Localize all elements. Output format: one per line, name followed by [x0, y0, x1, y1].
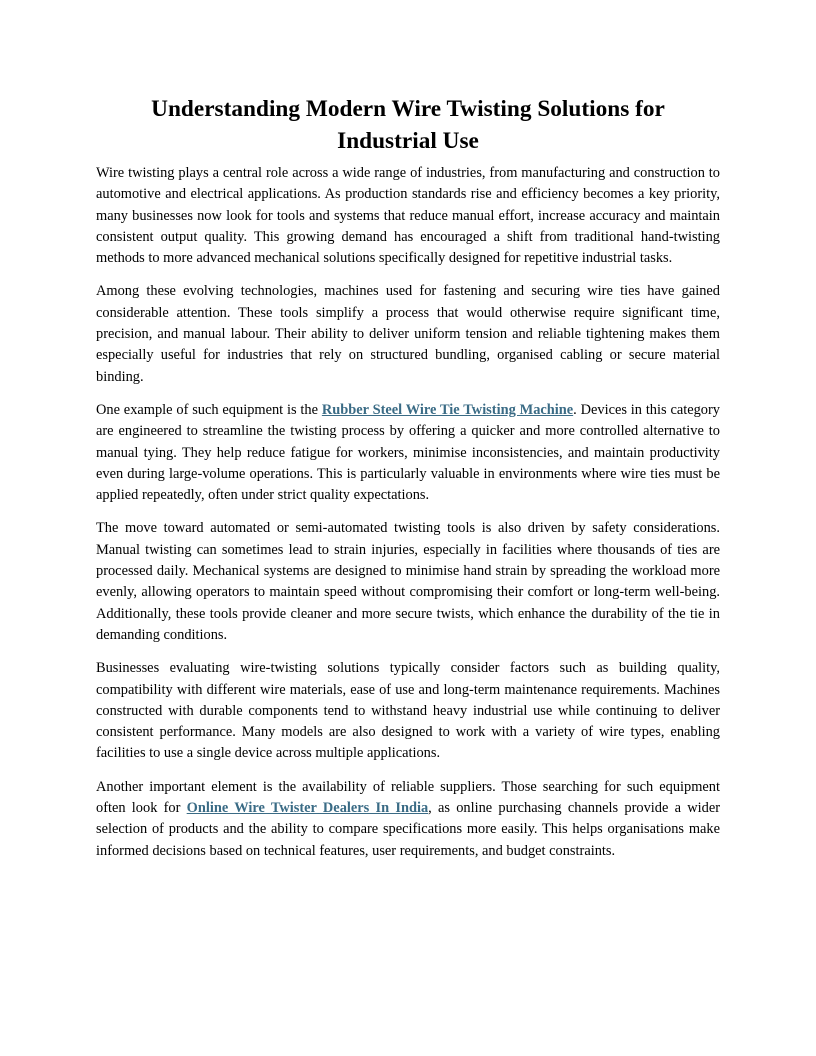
paragraph-example-rest: . Devices in this category are engineered to streamline the twisting process by offering a quicker and more controlled alternative to manual tying. They help reduce fatigue for workers, minimise inconsistencies, and maintain productivity even during large-volume operations. This is particularly valuable in environments where wire ties must be applied repeatedly, often under strict quality expectations. [96, 401, 720, 504]
rubber-steel-wire-tie-machine-link[interactable]: Rubber Steel Wire Tie Twisting Machine [321, 401, 574, 418]
paragraph-example-lead: One example of such equipment is the [96, 401, 322, 418]
paragraph-safety: The move toward automated or semi-automated twisting tools is also driven by safety considerations. Manual twisting can sometimes lead to strain injuries, especially in facilities where thousands of ties are processed daily. Mechanical systems are designed to minimise hand strain by spreading the workload more evenly, allowing operators to maintain speed without compromising their comfort or long-term well-being. Additionally, these tools provide cleaner and more secure twists, which enhance the durability of the tie in demanding conditions. [96, 520, 720, 643]
online-wire-twister-dealers-link[interactable]: Online Wire Twister Dealers In India [186, 800, 429, 817]
paragraph-suppliers-rest: , as online purchasing channels provide a wider selection of products and the ability to compare specifications more easily. This helps organisations make informed decisions based on technical features, user requirements, and budget constraints. [96, 800, 720, 859]
page-title: Understanding Modern Wire Twisting Solutions for Industrial Use [151, 96, 665, 154]
document-page [96, 94, 720, 874]
paragraph-evaluation: Businesses evaluating wire-twisting solutions typically consider factors such as building quality, compatibility with different wire materials, ease of use and long-term maintenance requirements. Machines constructed with durable components tend to withstand heavy industrial use while continuing to deliver consistent performance. Many models are also designed to work with a variety of wire types, enabling facilities to use a single device across multiple applications. [96, 660, 720, 762]
paragraph-suppliers-lead: Another important element is the availability of reliable suppliers. Those searching for such equipment often look for [96, 778, 720, 817]
paragraph-suppliers [96, 777, 720, 862]
paragraph-technologies: Among these evolving technologies, machines used for fastening and securing wire ties have gained considerable attention. These tools simplify a process that would otherwise require significant time, precision, and manual labour. Their ability to deliver uniform tension and reliable tightening makes them especially useful for industries that rely on structured bundling, organised cabling or secure material binding. [96, 283, 720, 385]
paragraph-example [96, 400, 720, 506]
paragraph-intro: Wire twisting plays a central role across a wide range of industries, from manufacturing and construction to automotive and electrical applications. As production standards rise and efficiency becomes a key priority, many businesses now look for tools and systems that reduce manual effort, increase accuracy and maintain consistent output quality. This growing demand has encouraged a shift from traditional hand-twisting methods to more advanced mechanical solutions specifically designed for repetitive industrial tasks. [96, 165, 720, 267]
